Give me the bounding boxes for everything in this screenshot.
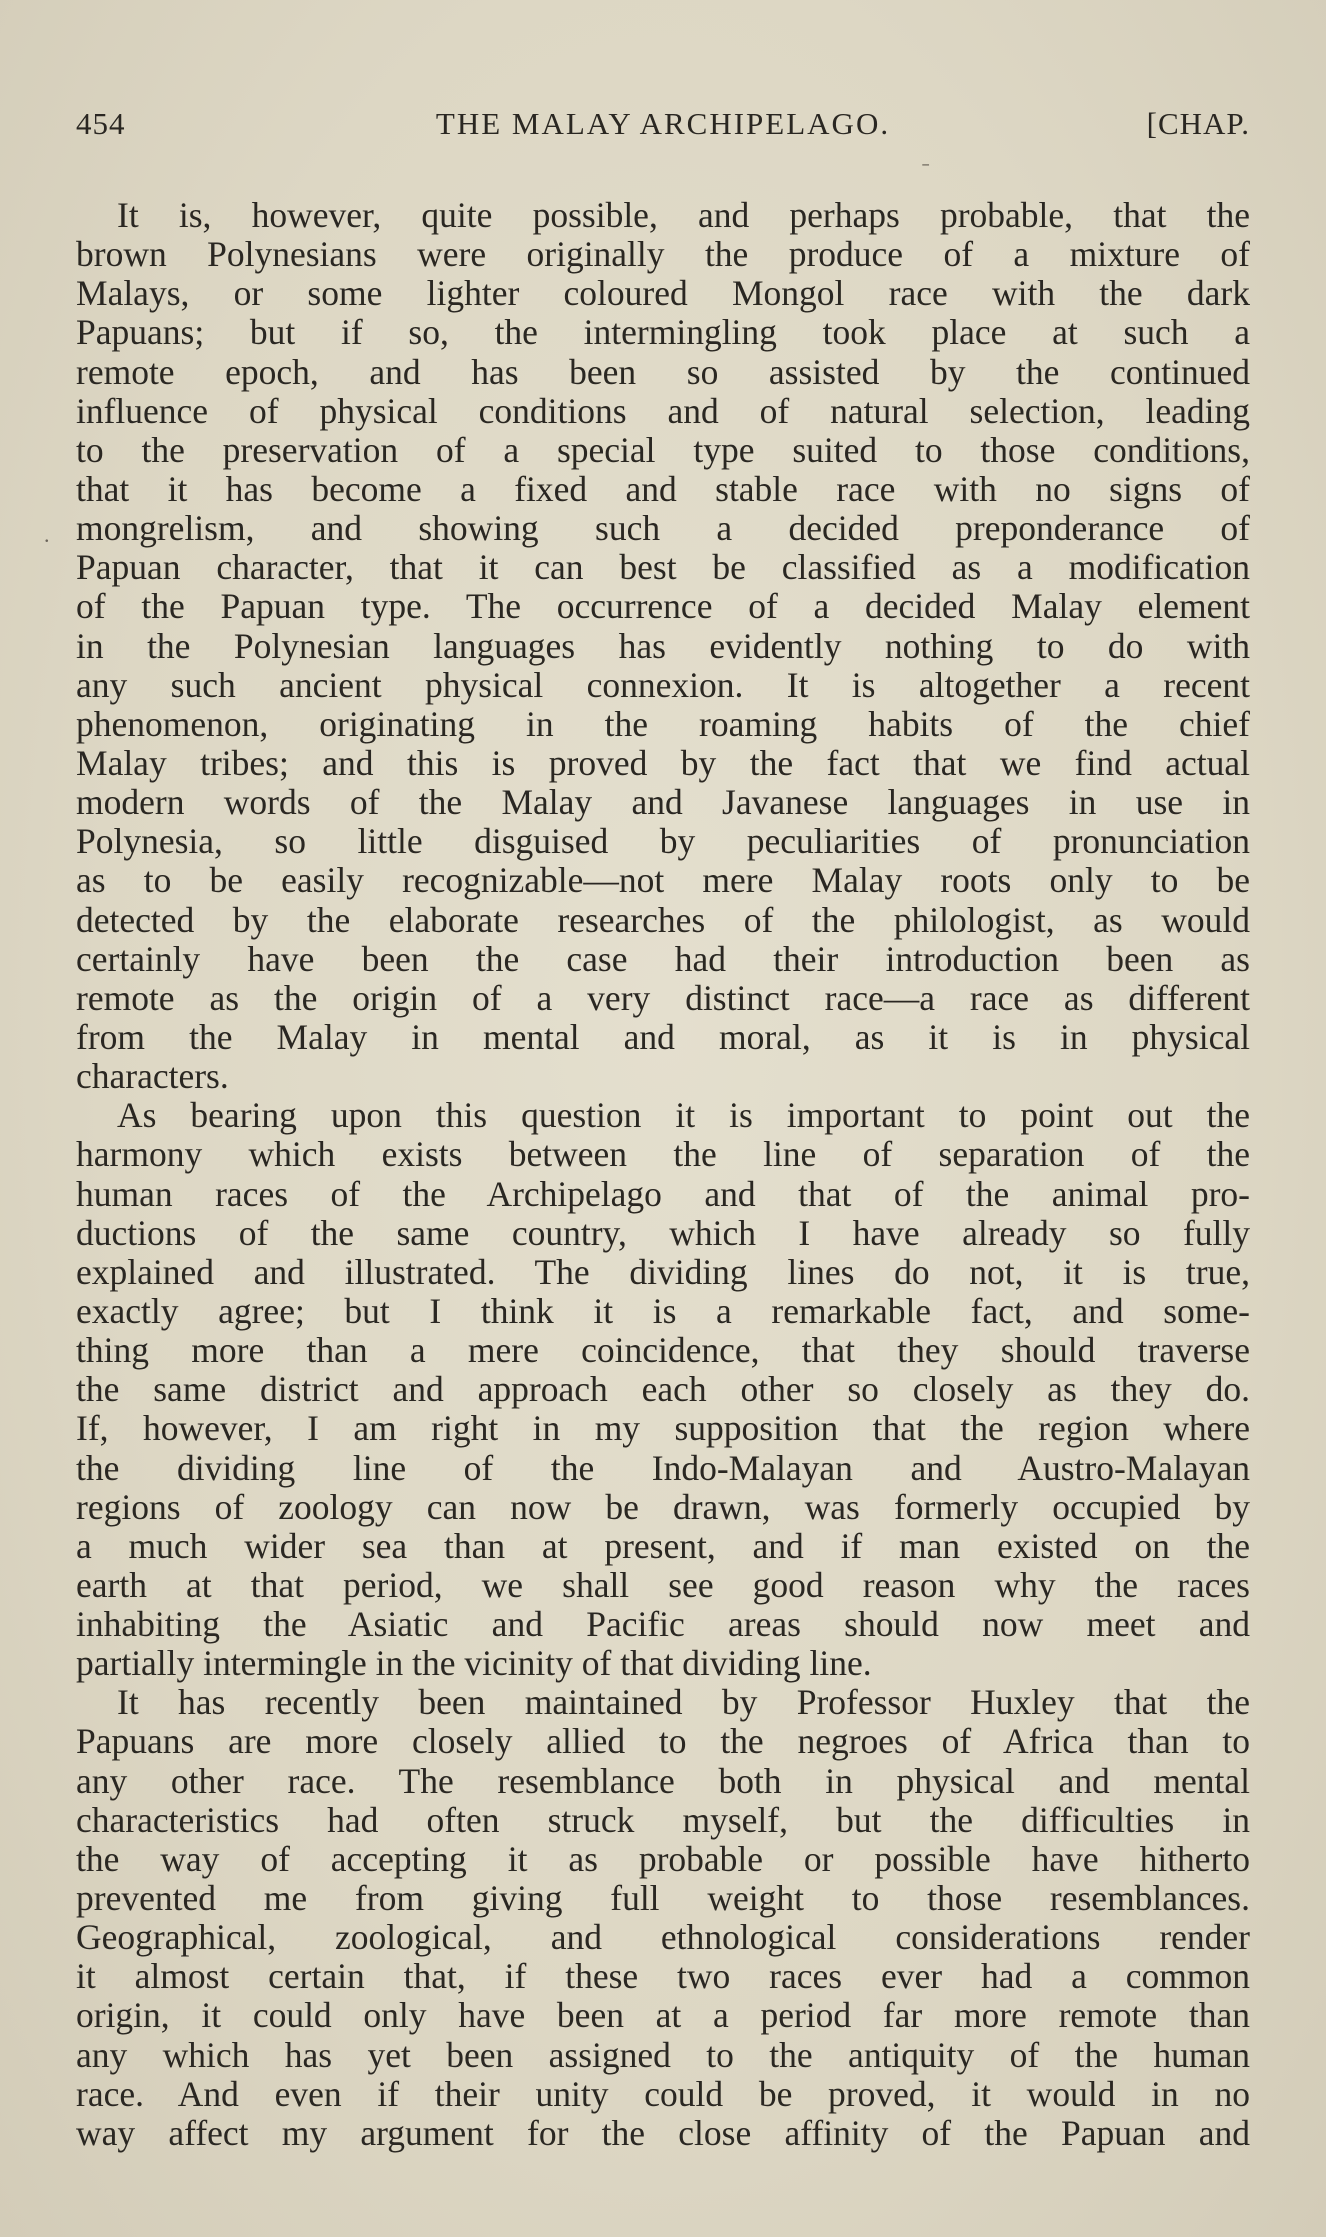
text-line: Malays, or some lighter coloured Mongol race with the dark <box>76 273 1250 314</box>
text-line: the way of accepting it as probable or possible have hitherto <box>76 1838 1250 1879</box>
text-line: earth at that period, we shall see good reason why the races <box>76 1564 1250 1605</box>
text-line: certainly have been the case had their introduction been as <box>76 938 1250 979</box>
text-line: regions of zoology can now be drawn, was formerly occupied by <box>76 1486 1250 1527</box>
text-line: exactly agree; but I think it is a remarkable fact, and some- <box>76 1290 1250 1331</box>
text-line: way affect my argument for the close affinity of the Papuan and <box>76 2112 1250 2153</box>
text-line: detected by the elaborate researches of the philologist, as would <box>76 899 1250 940</box>
chapter-label: [CHAP. <box>1146 106 1250 141</box>
text-line: race. And even if their unity could be proved, it would in no <box>76 2073 1250 2114</box>
text-line: the dividing line of the Indo-Malayan and Austro-Malayan <box>76 1447 1250 1488</box>
text-line: Malay tribes; and this is proved by the fact that we find actual <box>76 742 1250 783</box>
text-line: characters. <box>76 1056 229 1097</box>
text-line: as to be easily recognizable—not mere Malay roots only to be <box>76 860 1250 901</box>
text-line: ductions of the same country, which I have already so fully <box>76 1212 1250 1253</box>
text-line: to the preservation of a special type suited to those conditions, <box>76 429 1250 470</box>
stray-mark: . <box>44 522 50 547</box>
text-line: human races of the Archipelago and that of the animal pro- <box>76 1173 1250 1214</box>
text-line: the same district and approach each other so closely as they do. <box>76 1369 1250 1410</box>
text-line: brown Polynesians were originally the produce of a mixture of <box>76 234 1250 275</box>
text-line: inhabiting the Asiatic and Pacific areas should now meet and <box>76 1604 1250 1645</box>
page-header <box>76 106 1250 150</box>
text-line: that it has become a fixed and stable race with no signs of <box>76 468 1250 509</box>
running-title: THE MALAY ARCHIPELAGO. <box>435 106 891 141</box>
text-line: any other race. The resemblance both in physical and mental <box>76 1760 1250 1801</box>
text-line: It has recently been maintained by Professor Huxley that the <box>117 1682 1250 1723</box>
text-line: remote epoch, and has been so assisted by the continued <box>76 351 1250 392</box>
text-line: If, however, I am right in my supposition that the region where <box>76 1408 1250 1449</box>
text-line: explained and illustrated. The dividing lines do not, it is true, <box>76 1251 1250 1292</box>
text-line: phenomenon, originating in the roaming habits of the chief <box>76 703 1250 744</box>
text-line: Papuans are more closely allied to the negroes of Africa than to <box>76 1721 1250 1762</box>
text-line: mongrelism, and showing such a decided preponderance of <box>76 508 1250 549</box>
text-line: from the Malay in mental and moral, as it is in physical <box>76 1016 1250 1057</box>
text-line: harmony which exists between the line of separation of the <box>76 1134 1250 1175</box>
text-line: thing more than a mere coincidence, that they should traverse <box>76 1330 1250 1371</box>
text-line: a much wider sea than at present, and if man existed on the <box>76 1525 1250 1566</box>
text-line: Papuan character, that it can best be classified as a modification <box>76 547 1250 588</box>
text-line: any such ancient physical connexion. It is altogether a recent <box>76 664 1250 705</box>
text-line: It is, however, quite possible, and perhaps probable, that the <box>117 195 1250 235</box>
text-line: Geographical, zoological, and ethnological considerations render <box>76 1917 1250 1958</box>
text-line: Polynesia, so little disguised by peculiarities of pronunciation <box>76 821 1250 862</box>
text-line: partially intermingle in the vicinity of that dividing line. <box>76 1643 872 1684</box>
text-line: As bearing upon this question it is important to point out the <box>117 1095 1250 1136</box>
text-line: any which has yet been assigned to the antiquity of the human <box>76 2034 1250 2075</box>
page-number: 454 <box>76 106 126 141</box>
text-line: modern words of the Malay and Javanese languages in use in <box>76 782 1250 823</box>
text-line: origin, it could only have been at a period far more remote than <box>76 1995 1250 2036</box>
text-line: characteristics had often struck myself, but the difficulties in <box>76 1799 1250 1840</box>
text-line: prevented me from giving full weight to those resemblances. <box>76 1878 1250 1919</box>
text-line: Papuans; but if so, the intermingling took place at such a <box>76 312 1250 353</box>
body-text <box>76 196 1250 2153</box>
text-line: influence of physical conditions and of natural selection, leading <box>76 390 1250 431</box>
text-line: in the Polynesian languages has evidently nothing to do with <box>76 625 1250 666</box>
text-line: of the Papuan type. The occurrence of a decided Malay element <box>76 586 1250 627</box>
stray-mark: ˉ <box>922 158 930 183</box>
text-line: it almost certain that, if these two races ever had a common <box>76 1956 1250 1997</box>
text-line: remote as the origin of a very distinct race—a race as different <box>76 977 1250 1018</box>
